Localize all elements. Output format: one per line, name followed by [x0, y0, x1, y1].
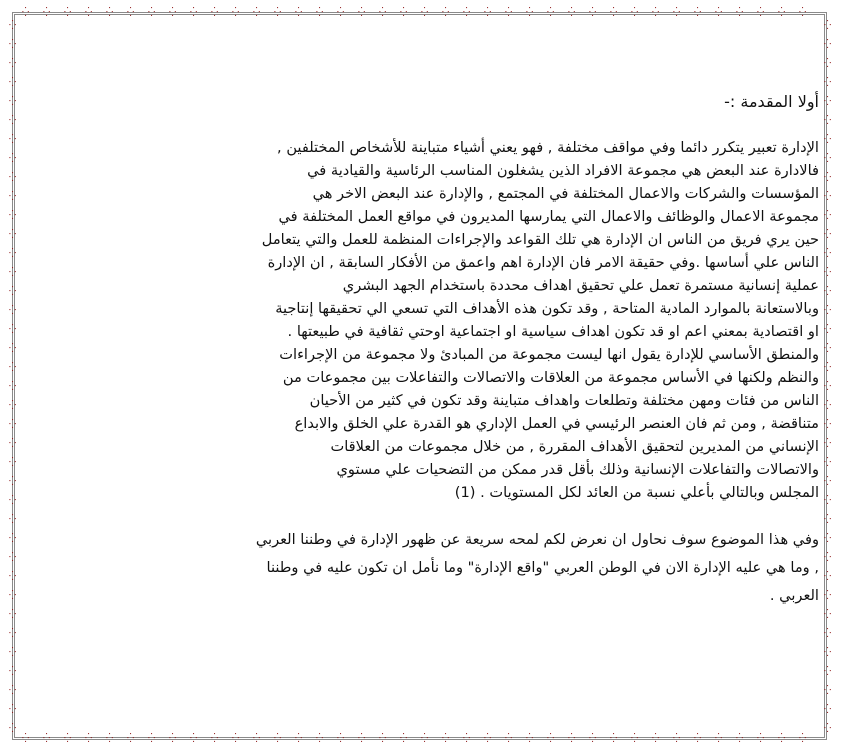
ornament-icon: ⁛	[589, 8, 597, 18]
ornament-icon: ⁛	[824, 420, 832, 430]
ornament-icon: ⁛	[9, 724, 17, 734]
ornament-icon: ⁛	[400, 8, 408, 18]
ornament-icon: ⁛	[9, 401, 17, 411]
ornament-icon: ⁛	[211, 8, 219, 18]
ornament-icon: ⁛	[442, 734, 450, 744]
ornament-icon: ⁛	[824, 59, 832, 69]
ornament-icon: ⁛	[824, 629, 832, 639]
ornament-icon: ⁛	[824, 477, 832, 487]
ornament-icon: ⁛	[736, 734, 744, 744]
ornament-icon: ⁛	[824, 344, 832, 354]
ornament-icon: ⁛	[337, 734, 345, 744]
text-line: والمنطق الأساسي للإدارة يقول انها ليست مجموعة من المبادئ ولا مجموعة من الإجراءات	[279, 346, 819, 363]
ornament-icon: ⁛	[9, 230, 17, 240]
text-line: حين يري فريق من الناس ان الإدارة هي تلك القواعد والإجراءات المنظمة للعمل والتي يتعامل	[261, 231, 819, 248]
ornament-icon: ⁛	[589, 734, 597, 744]
ornament-icon: ⁛	[400, 734, 408, 744]
ornament-icon: ⁛	[43, 734, 51, 744]
ornament-icon: ⁛	[9, 553, 17, 563]
ornament-icon: ⁛	[85, 734, 93, 744]
ornament-icon: ⁛	[824, 230, 832, 240]
ornament-icon: ⁛	[824, 439, 832, 449]
ornament-icon: ⁛	[799, 734, 807, 744]
ornament-icon: ⁛	[824, 515, 832, 525]
ornament-icon: ⁛	[85, 8, 93, 18]
ornament-icon: ⁛	[824, 553, 832, 563]
text-line: الناس من فئات ومهن مختلفة وتطلعات واهداف متباينة وقد تكون في كثير من الأحيان	[309, 392, 819, 409]
ornament-icon: ⁛	[421, 8, 429, 18]
ornament-icon: ⁛	[824, 534, 832, 544]
ornament-icon: ⁛	[9, 667, 17, 677]
ornament-icon: ⁛	[9, 59, 17, 69]
ornament-icon: ⁛	[9, 268, 17, 278]
ornament-icon: ⁛	[9, 40, 17, 50]
section-heading: أولا المقدمة :-	[724, 92, 819, 111]
ornament-icon: ⁛	[253, 8, 261, 18]
ornament-icon: ⁛	[106, 734, 114, 744]
ornament-icon: ⁛	[547, 8, 555, 18]
ornament-icon: ⁛	[9, 439, 17, 449]
ornament-icon: ⁛	[106, 8, 114, 18]
ornament-icon: ⁛	[824, 686, 832, 696]
ornament-icon: ⁛	[715, 8, 723, 18]
paragraph-2	[110, 526, 819, 610]
text-line: عملية إنسانية مستمرة تعمل علي تحقيق اهداف محددة باستخدام الجهد البشري	[342, 277, 819, 294]
text-line: , وما هي عليه الإدارة الان في الوطن العربي "واقع الإدارة" وما نأمل ان تكون عليه في وطننا	[266, 559, 819, 576]
ornament-icon: ⁛	[127, 734, 135, 744]
ornament-icon: ⁛	[715, 734, 723, 744]
ornament-icon: ⁛	[295, 8, 303, 18]
ornament-icon: ⁛	[9, 325, 17, 335]
ornament-icon: ⁛	[9, 610, 17, 620]
ornament-icon: ⁛	[694, 8, 702, 18]
ornament-icon: ⁛	[127, 8, 135, 18]
ornament-icon: ⁛	[778, 734, 786, 744]
ornament-icon: ⁛	[824, 249, 832, 259]
ornament-icon: ⁛	[232, 8, 240, 18]
ornament-icon: ⁛	[9, 686, 17, 696]
ornament-icon: ⁛	[824, 135, 832, 145]
ornament-icon: ⁛	[694, 734, 702, 744]
ornament-icon: ⁛	[9, 534, 17, 544]
ornament-icon: ⁛	[631, 734, 639, 744]
ornament-icon: ⁛	[148, 8, 156, 18]
ornament-icon: ⁛	[22, 734, 30, 744]
ornament-icon: ⁛	[9, 249, 17, 259]
ornament-icon: ⁛	[190, 734, 198, 744]
ornament-icon: ⁛	[379, 734, 387, 744]
ornament-icon: ⁛	[9, 420, 17, 430]
ornament-icon: ⁛	[463, 8, 471, 18]
text-line: المجلس وبالتالي بأعلي نسبة من العائد لكل المستويات . (1)	[454, 484, 819, 501]
ornament-icon: ⁛	[824, 21, 832, 31]
ornament-icon: ⁛	[9, 572, 17, 582]
ornament-icon: ⁛	[824, 40, 832, 50]
ornament-icon: ⁛	[824, 610, 832, 620]
ornament-icon: ⁛	[824, 724, 832, 734]
ornament-icon: ⁛	[274, 734, 282, 744]
ornament-icon: ⁛	[232, 734, 240, 744]
ornament-icon: ⁛	[824, 363, 832, 373]
ornament-icon: ⁛	[9, 458, 17, 468]
ornament-icon: ⁛	[505, 734, 513, 744]
ornament-icon: ⁛	[736, 8, 744, 18]
ornament-icon: ⁛	[799, 8, 807, 18]
text-line: الإدارة تعبير يتكرر دائما وفي مواقف مختلفة , فهو يعني أشياء متباينة للأشخاص المختلفين ,	[277, 139, 819, 156]
ornament-icon: ⁛	[421, 734, 429, 744]
ornament-icon: ⁛	[9, 154, 17, 164]
ornament-icon: ⁛	[824, 78, 832, 88]
ornament-icon: ⁛	[673, 8, 681, 18]
ornament-icon: ⁛	[9, 78, 17, 88]
ornament-icon: ⁛	[824, 591, 832, 601]
ornament-icon: ⁛	[568, 8, 576, 18]
ornament-icon: ⁛	[9, 477, 17, 487]
ornament-icon: ⁛	[824, 496, 832, 506]
ornament-icon: ⁛	[824, 306, 832, 316]
ornament-icon: ⁛	[757, 8, 765, 18]
text-line: متناقضة , ومن ثم فان العنصر الرئيسي في العمل الإداري هو القدرة علي الخلق والابداع	[294, 415, 819, 432]
text-line: والنظم ولكنها في الأساس مجموعة من العلاقات والاتصالات والتفاعلات بين مجموعات من	[282, 369, 819, 386]
ornament-icon: ⁛	[295, 734, 303, 744]
ornament-icon: ⁛	[757, 734, 765, 744]
ornament-icon: ⁛	[463, 734, 471, 744]
ornament-icon: ⁛	[316, 8, 324, 18]
ornament-icon: ⁛	[9, 382, 17, 392]
text-line: وبالاستعانة بالموارد المادية المتاحة , وقد تكون هذه الأهداف التي تسعي الي تحقيقها إنتاجية	[275, 300, 819, 317]
ornament-icon: ⁛	[824, 287, 832, 297]
ornament-icon: ⁛	[824, 648, 832, 658]
ornament-icon: ⁛	[652, 8, 660, 18]
ornament-icon: ⁛	[526, 8, 534, 18]
ornament-icon: ⁛	[568, 734, 576, 744]
ornament-icon: ⁛	[505, 8, 513, 18]
text-line: المؤسسات والشركات والاعمال المختلفة في المجتمع , والإدارة عند البعض الاخر هي	[312, 185, 819, 202]
ornament-icon: ⁛	[824, 382, 832, 392]
ornament-icon: ⁛	[526, 734, 534, 744]
text-line: او اقتصادية بمعني اعم او قد تكون اهداف سياسية او اجتماعية اوحتي ثقافية في طبيعتها .	[287, 323, 819, 340]
text-line: الإنساني من المديرين لتحقيق الأهداف المقررة , من خلال مجموعات من العلاقات	[330, 438, 819, 455]
ornament-icon: ⁛	[9, 173, 17, 183]
ornament-icon: ⁛	[824, 458, 832, 468]
ornament-icon: ⁛	[190, 8, 198, 18]
ornament-icon: ⁛	[484, 8, 492, 18]
text-line: وفي هذا الموضوع سوف نحاول ان نعرض لكم لمحه سريعة عن ظهور الإدارة في وطننا العربي	[255, 531, 819, 548]
ornament-icon: ⁛	[824, 173, 832, 183]
ornament-icon: ⁛	[64, 8, 72, 18]
ornament-icon: ⁛	[169, 734, 177, 744]
ornament-icon: ⁛	[547, 734, 555, 744]
ornament-icon: ⁛	[43, 8, 51, 18]
ornament-icon: ⁛	[610, 734, 618, 744]
ornament-icon: ⁛	[652, 734, 660, 744]
ornament-icon: ⁛	[9, 116, 17, 126]
ornament-icon: ⁛	[9, 211, 17, 221]
ornament-icon: ⁛	[484, 734, 492, 744]
ornament-icon: ⁛	[358, 8, 366, 18]
ornament-icon: ⁛	[824, 705, 832, 715]
text-line: والاتصالات والتفاعلات الإنسانية وذلك بأقل قدر ممكن من التضحيات علي مستوي	[336, 461, 819, 478]
ornament-icon: ⁛	[337, 8, 345, 18]
paragraph-1	[110, 136, 819, 504]
ornament-icon: ⁛	[274, 8, 282, 18]
ornament-icon: ⁛	[824, 211, 832, 221]
ornament-icon: ⁛	[9, 192, 17, 202]
ornament-icon: ⁛	[824, 97, 832, 107]
ornament-icon: ⁛	[610, 8, 618, 18]
ornament-icon: ⁛	[9, 135, 17, 145]
ornament-icon: ⁛	[824, 325, 832, 335]
ornament-icon: ⁛	[9, 591, 17, 601]
ornament-icon: ⁛	[9, 97, 17, 107]
ornament-icon: ⁛	[9, 21, 17, 31]
document-body	[110, 88, 819, 610]
ornament-icon: ⁛	[442, 8, 450, 18]
ornament-icon: ⁛	[673, 734, 681, 744]
text-line: الناس علي أساسها .وفي حقيقة الامر فان الإدارة اهم واعمق من الأفكار السابقة , ان الإدارة	[267, 254, 819, 271]
ornament-icon: ⁛	[9, 287, 17, 297]
ornament-icon: ⁛	[211, 734, 219, 744]
text-line: العربي .	[769, 587, 819, 604]
ornament-icon: ⁛	[379, 8, 387, 18]
ornament-icon: ⁛	[824, 401, 832, 411]
ornament-icon: ⁛	[9, 306, 17, 316]
ornament-icon: ⁛	[22, 8, 30, 18]
ornament-icon: ⁛	[9, 363, 17, 373]
text-line: فالادارة عند البعض هي مجموعة الافراد الذين يشغلون المناسب الرئاسية والقيادية في	[307, 162, 819, 179]
ornament-icon: ⁛	[824, 667, 832, 677]
ornament-icon: ⁛	[253, 734, 261, 744]
ornament-icon: ⁛	[316, 734, 324, 744]
ornament-icon: ⁛	[631, 8, 639, 18]
ornament-icon: ⁛	[824, 116, 832, 126]
ornament-icon: ⁛	[9, 629, 17, 639]
ornament-icon: ⁛	[824, 268, 832, 278]
text-line: مجموعة الاعمال والوظائف والاعمال التي يمارسها المديرون في مواقع العمل المختلفة في	[278, 208, 819, 225]
ornament-icon: ⁛	[9, 344, 17, 354]
ornament-icon: ⁛	[824, 154, 832, 164]
ornament-icon: ⁛	[9, 648, 17, 658]
ornament-icon: ⁛	[824, 192, 832, 202]
ornament-icon: ⁛	[169, 8, 177, 18]
ornament-icon: ⁛	[824, 572, 832, 582]
ornament-icon: ⁛	[9, 496, 17, 506]
ornament-icon: ⁛	[358, 734, 366, 744]
ornament-icon: ⁛	[148, 734, 156, 744]
ornament-icon: ⁛	[9, 705, 17, 715]
ornament-icon: ⁛	[64, 734, 72, 744]
ornament-icon: ⁛	[778, 8, 786, 18]
ornament-icon: ⁛	[9, 515, 17, 525]
